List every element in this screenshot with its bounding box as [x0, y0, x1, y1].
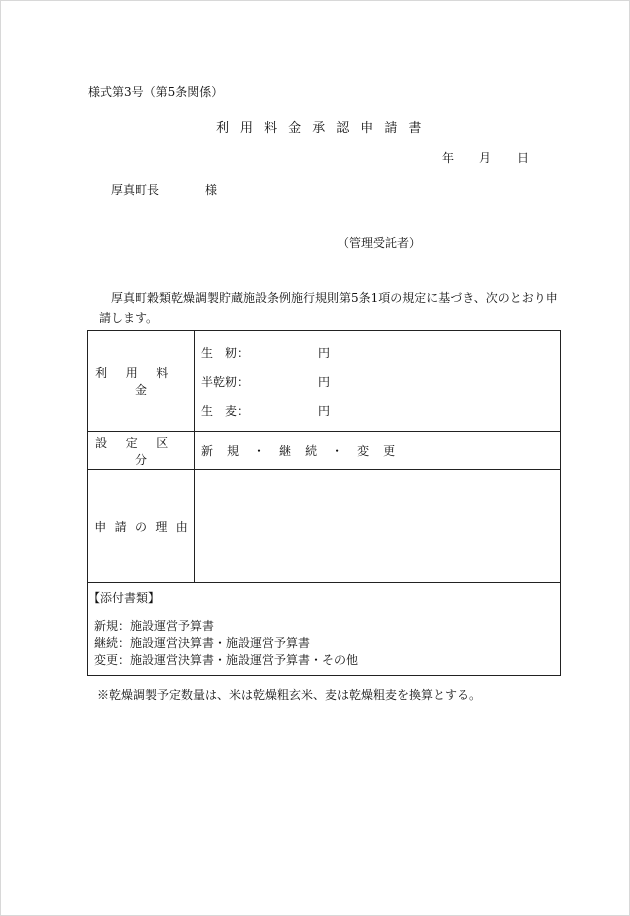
reason-label: 申請の理由: [94, 519, 197, 534]
body-text: [99, 288, 559, 328]
type-options-cell[interactable]: [195, 432, 561, 470]
body-line-2: 請します。: [99, 311, 159, 325]
footnote: ※乾燥調製予定数量は、米は乾燥粗玄米、麦は乾燥粗麦を換算とする。: [97, 688, 482, 702]
date-line: [442, 149, 529, 166]
fee-row: [88, 331, 561, 432]
fee-unit: 円: [318, 345, 331, 360]
type-option-char: 新: [201, 444, 214, 458]
fee-item: 生 籾：: [201, 345, 250, 360]
form-number: 様式第3号（第5条関係）: [88, 85, 224, 99]
type-separator: ・: [253, 444, 266, 458]
attachment-item: 変更：施設運営決算書・施設運営予算書・その他: [94, 653, 359, 667]
fee-line-raw-rice: [201, 338, 560, 367]
application-table: [87, 330, 561, 676]
type-option-char: 変: [357, 444, 370, 458]
body-line-1: 厚真町穀類乾燥調製貯蔵施設条例施行規則第5条1項の規定に基づき、次のとおり申: [111, 291, 558, 305]
attachments-cell: [88, 583, 561, 676]
applicant-label: （管理受託者）: [337, 236, 422, 250]
fee-line-half-dried-rice: [201, 367, 560, 396]
type-separator: ・: [331, 444, 344, 458]
type-option-char: 続: [305, 444, 318, 458]
reason-row: [88, 470, 561, 583]
attachments-row: [88, 583, 561, 676]
fee-label-cell: [88, 331, 195, 432]
addressee: [111, 181, 217, 198]
attachment-item: 継続：施設運営決算書・施設運営予算書: [94, 636, 311, 650]
type-option-char: 規: [227, 444, 240, 458]
fee-values-cell[interactable]: [195, 331, 561, 432]
addressee-name: 厚真町長: [111, 183, 160, 197]
date-month-label: 月: [479, 151, 492, 165]
type-option-char: 更: [383, 444, 396, 458]
type-label: 設定区分: [95, 435, 187, 467]
date-day-label: 日: [517, 151, 530, 165]
fee-line-raw-wheat: [201, 396, 560, 425]
fee-item: 生 麦：: [201, 403, 250, 418]
type-row: [88, 432, 561, 470]
reason-input-cell[interactable]: [195, 470, 561, 583]
date-year-label: 年: [442, 151, 455, 165]
attachment-item: 新規：施設運営予算書: [94, 619, 215, 633]
fee-unit: 円: [318, 403, 331, 418]
attachments-title: 【添付書類】: [88, 591, 161, 605]
page-title: 利用料金承認申請書: [216, 121, 433, 136]
addressee-honorific: 様: [205, 183, 218, 197]
reason-label-cell: [88, 470, 195, 583]
fee-item: 半乾籾：: [201, 374, 250, 389]
fee-label: 利用料金: [95, 366, 187, 397]
type-label-cell: [88, 432, 195, 470]
fee-unit: 円: [318, 374, 331, 389]
type-option-char: 継: [279, 444, 292, 458]
